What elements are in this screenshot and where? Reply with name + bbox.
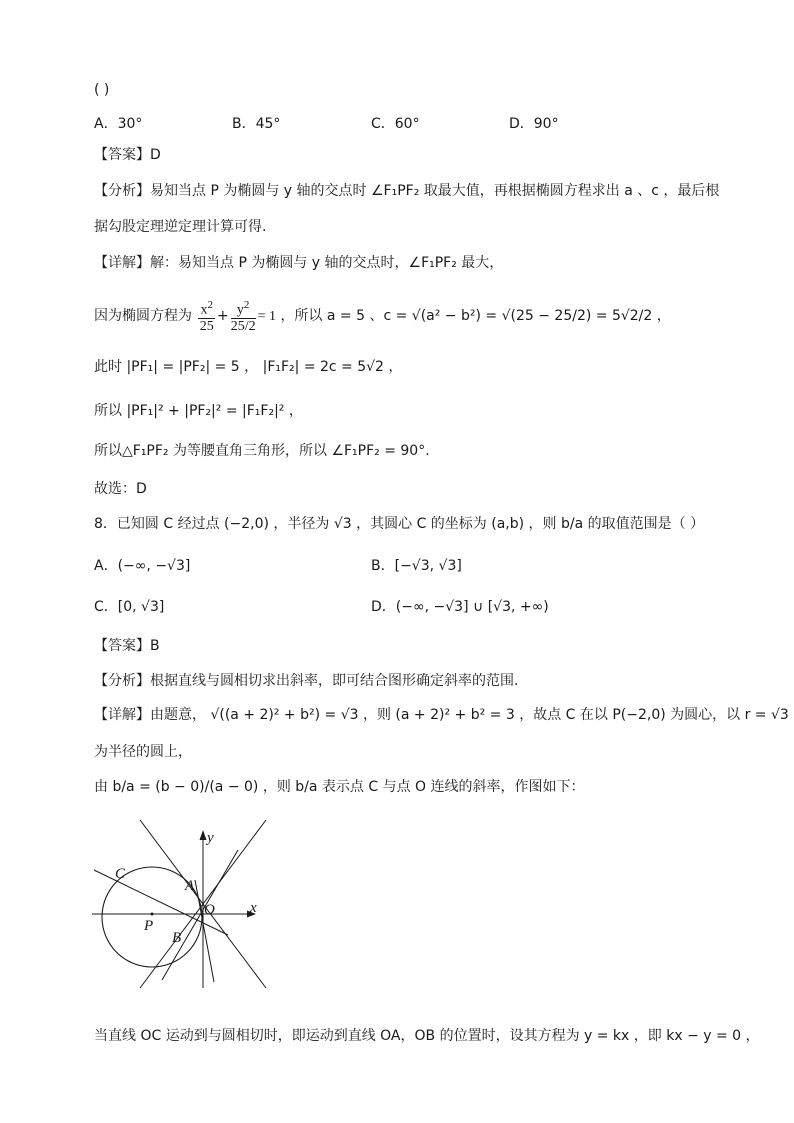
ellipse-term-x: $\frac{x^2}{25}$ [199,299,214,334]
label-a: A [185,878,195,894]
label-b: B [172,930,182,946]
detail-text-suffix: ，所以 a = 5 、c = √(a² − b²) = √(25 − 25/2) = 5√2/2 ， [280,307,671,324]
detail-text: 解：易知当点 P 为椭圆与 y 轴的交点时，∠F₁PF₂ 最大， [150,255,504,271]
label-c: C [115,866,126,882]
q8-option-d: D．(−∞, −√3] ∪ [√3, +∞) [371,599,549,615]
q7-option-c: C．60° [371,116,420,132]
q8-detail-line-2: 为半径的圆上， [94,744,192,760]
q7-detail-line-1 [94,253,503,273]
q7-detail-line-4: 所以 |PF₁|² + |PF₂|² = |F₁F₂|² ， [94,403,303,419]
q8-detail-line-3: 由 b/a = (b − 0)/(a − 0) ，则 b/a 表示点 C 与点 O 连线的斜率，作图如下： [94,779,585,795]
q8-detail-line-4: 当直线 OC 运动到与圆相切时，即运动到直线 OA，OB 的位置时，设其方程为 y = kx ，即 kx − y = 0 ， [94,1028,760,1044]
answer-value: B [150,638,160,654]
detail-tag: 【详解】 [94,707,150,723]
ellipse-term-y: $\frac{y^2}{25/2}$ [230,299,256,334]
q7-option-d: D．90° [509,116,559,132]
answer-tag: 【答案】 [94,638,150,654]
label-y: y [207,830,214,846]
q7-analysis-line-2: 据勾股定理逆定理计算可得. [94,219,267,235]
q8-stem: 8．已知圆 C 经过点 (−2,0) ，半径为 √3 ，其圆心 C 的坐标为 (a,b) ，则 b/a 的取值范围是（ ） [94,516,705,532]
y-axis-arrow-icon [200,830,207,840]
q8-answer-line [94,636,160,656]
q7-bracket: ( ) [94,82,110,98]
q8-option-b: B．[−√3, √3] [371,558,462,574]
label-o: O [204,902,215,918]
q7-option-b: B．45° [232,116,281,132]
q7-detail-line-5: 所以△F₁PF₂ 为等腰直角三角形，所以 ∠F₁PF₂ = 90°. [94,443,430,459]
detail-text: 由题意， √((a + 2)² + b²) = √3 ，则 (a + 2)² + b² = 3 ，故点 C 在以 P(−2,0) 为圆心，以 r = √3 [150,707,789,723]
q8-analysis-line [94,671,518,691]
line-ob [162,850,238,980]
label-x: x [250,900,257,916]
point-p [151,913,154,916]
analysis-text: 根据直线与圆相切求出斜率，即可结合图形确定斜率的范围. [150,673,519,689]
q7-analysis-line-1 [94,181,719,201]
detail-tag: 【详解】 [94,255,150,271]
analysis-tag: 【分析】 [94,673,150,689]
answer-tag: 【答案】 [94,147,150,163]
q7-detail-line-2: 因为椭圆方程为 $\frac{x^2}{25}$ + $\frac{y^2}{25/2}$ = 1 ，所以 a = 5 、c = √(a² − b²) = √(25 − 25/2) = 5√2/2 ， [94,299,671,334]
q8-option-c: C．[0, √3] [94,599,165,615]
tangent-circle-figure [90,820,280,990]
q8-detail-line-1 [94,705,789,725]
answer-value: D [150,147,161,163]
q7-answer-line [94,145,161,165]
q7-conclusion: 故选：D [94,481,147,497]
detail-text-prefix: 因为椭圆方程为 [94,307,192,324]
q7-detail-line-3: 此时 |PF₁| = |PF₂| = 5 ， |F₁F₂| = 2c = 5√2 ， [94,359,403,375]
label-p: P [144,918,154,934]
q7-option-a: A．30° [94,116,143,132]
q8-option-a: A．(−∞, −√3] [94,558,191,574]
analysis-text: 易知当点 P 为椭圆与 y 轴的交点时 ∠F₁PF₂ 取最大值，再根据椭圆方程求出 a 、c ，最后根 [150,183,720,199]
analysis-tag: 【分析】 [94,183,150,199]
